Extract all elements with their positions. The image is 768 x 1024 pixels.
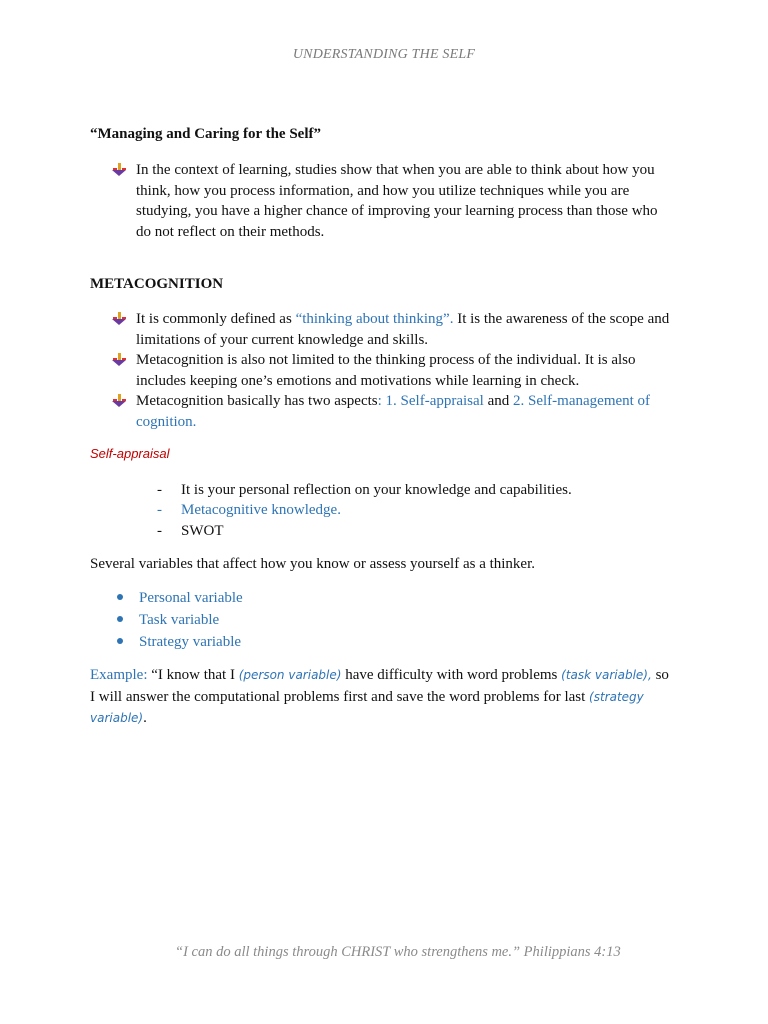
- list-item: [112, 160, 682, 242]
- item-text: Metacognition is also not limited to the thinking process of the individual. It is also: [136, 352, 636, 368]
- variable-annotation: variable): [90, 711, 144, 725]
- subheading-self-appraisal: Self-appraisal: [90, 446, 170, 461]
- section-title-managing: “Managing and Caring for the Self”: [90, 126, 321, 142]
- dash-list-item: [157, 500, 341, 520]
- example-text: .: [143, 710, 147, 726]
- variable-label: Task variable: [139, 612, 220, 628]
- bullet-line: do not reflect on their methods.: [136, 223, 325, 240]
- variable-label: Personal variable: [139, 590, 243, 606]
- list-item: [112, 309, 682, 350]
- item-text: limitations of your current knowledge and skills.: [136, 331, 429, 348]
- arrow-bullet-icon: [112, 312, 126, 326]
- dash-icon: -: [157, 482, 162, 498]
- list-item: [112, 350, 682, 391]
- variables-intro: Several variables that affect how you know or assess yourself as a thinker.: [90, 556, 536, 572]
- dash-list-item: [157, 521, 224, 541]
- arrow-bullet-icon: [112, 163, 126, 177]
- aspect-self-appraisal: 1. Self-appraisal: [381, 393, 484, 409]
- aspect-self-management: 2. Self-management of: [513, 393, 651, 409]
- dash-list-item: [157, 480, 572, 500]
- example-paragraph: [90, 665, 690, 730]
- item-text: It is commonly defined as: [136, 311, 296, 327]
- example-text: so: [651, 667, 669, 683]
- bullet-dot-icon: [117, 594, 123, 600]
- item-text: includes keeping one’s emotions and motivations while learning in check.: [136, 372, 580, 389]
- page-header: UNDERSTANDING THE SELF: [292, 47, 476, 62]
- item-text: and: [483, 393, 514, 409]
- dash-item-text: Metacognitive knowledge.: [181, 502, 341, 518]
- variable-annotation: (strategy: [589, 689, 644, 704]
- variable-label: Strategy variable: [139, 634, 242, 650]
- list-item: [117, 632, 241, 652]
- arrow-bullet-icon: [112, 394, 126, 408]
- item-text: It is the awareness of the scope and: [453, 311, 670, 327]
- section-title-metacognition: METACOGNITION: [90, 276, 224, 292]
- dash-item-text: SWOT: [181, 523, 224, 539]
- bullet-dot-icon: [117, 616, 123, 622]
- example-text: I will answer the computational problems first and save the word problems for last: [90, 688, 590, 705]
- page-footer: “I can do all things through CHRIST who strengthens me.” Philippians 4:13: [175, 944, 621, 960]
- item-text: :: [377, 393, 382, 409]
- example-text: “I know that I: [147, 667, 239, 683]
- variable-annotation: (task variable),: [561, 668, 652, 682]
- example-text: have difficulty with word problems: [341, 667, 562, 683]
- example-label: Example:: [90, 667, 148, 683]
- item-text: Metacognition basically has two aspects: [136, 393, 378, 409]
- list-item: [117, 588, 243, 608]
- dash-icon: -: [157, 502, 162, 518]
- bullet-dot-icon: [117, 638, 123, 644]
- definition-quote: “thinking about thinking”.: [295, 311, 454, 327]
- arrow-bullet-icon: [112, 353, 126, 367]
- aspect-self-management: cognition.: [136, 413, 197, 430]
- bullet-line: studying, you have a higher chance of improving your learning process than those who: [136, 203, 658, 219]
- bullet-line: think, how you process information, and how you utilize techniques while you are: [136, 182, 630, 199]
- list-item: [112, 391, 682, 432]
- list-item: [117, 610, 219, 630]
- variable-annotation: (person variable): [238, 668, 342, 682]
- bullet-line: In the context of learning, studies show that when you are able to think about how you: [136, 162, 655, 178]
- dash-icon: -: [157, 523, 162, 539]
- dash-item-text: It is your personal reflection on your knowledge and capabilities.: [181, 482, 572, 498]
